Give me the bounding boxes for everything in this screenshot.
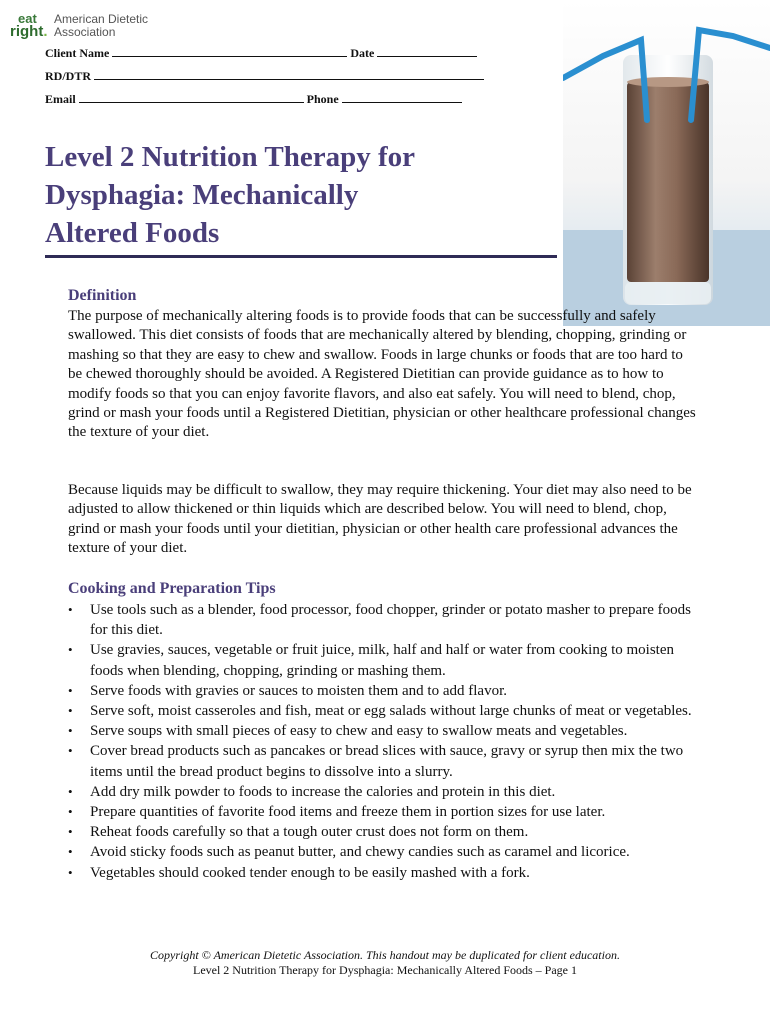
tip-list-item — [68, 782, 708, 802]
eat-right-logo-mark — [10, 12, 50, 40]
title-divider — [45, 255, 557, 258]
rd-dtr-label: RD/DTR — [45, 69, 92, 83]
page-footer: Level 2 Nutrition Therapy for Dysphagia: Mechanically Altered Foods – Page 1 — [192, 963, 578, 977]
logo-right-word: right — [10, 23, 44, 40]
tip-list-item — [68, 701, 708, 721]
definition-paragraph-1: The purpose of mechanically altering foods is to provide foods that can be successfully and safely swallowed. This diet consists of foods that are mechanically altered by blending, chopping, grinding or mashing so that they are easy to chew and swallow. Foods in large chunks or foods that are too hard to be chewed thoroughly should be avoided. A Registered Dietitian can provide guidance as to how to modify foods so that you can enjoy favorite flavors, and also eat safely. You will need to blend, chop, grind or mash your foods until a Registered Dietitian, physician or other healthcare professional changes the texture of your diet. — [68, 308, 696, 441]
tips-heading: Cooking and Preparation Tips — [68, 580, 276, 597]
ada-logo — [10, 12, 170, 40]
email-phone-row — [45, 91, 465, 107]
tip-list-item — [68, 802, 708, 822]
tip-list-item — [68, 681, 708, 701]
tip-text: Serve foods with gravies or sauces to moisten them and to add flavor. — [90, 682, 507, 699]
tip-list-item — [68, 822, 708, 842]
bullet-icon: • — [68, 844, 73, 860]
definition-heading: Definition — [68, 287, 137, 304]
tip-list-item — [68, 863, 708, 883]
email-field[interactable] — [79, 91, 304, 103]
tip-text: Use gravies, sauces, vegetable or fruit juice, milk, half and half or water from cooking to moisten foods when blending, chopping, grinding or mashing them. — [90, 642, 674, 679]
logo-dot: . — [43, 23, 48, 40]
bullet-icon: • — [68, 723, 73, 739]
definition-paragraph-2: Because liquids may be difficult to swallow, they may require thickening. Your diet may also need to be adjusted to allow thickened or thin liquids which are described below. You will need to blend, chop, grind or mash your foods until your dietitian, physician or other health care professional advances the texture of your diet. — [68, 482, 692, 557]
copyright-notice: Copyright © American Dietetic Association. This handout may be duplicated for client education. — [150, 948, 620, 962]
rd-row — [45, 68, 487, 84]
email-label: Email — [45, 92, 76, 106]
date-field[interactable] — [377, 45, 477, 57]
logo-right-text — [10, 24, 48, 39]
client-date-row — [45, 45, 480, 61]
client-name-label: Client Name — [45, 46, 110, 60]
bullet-icon: • — [68, 864, 73, 880]
phone-label: Phone — [306, 92, 339, 106]
bullet-icon: • — [68, 703, 73, 719]
date-label: Date — [350, 46, 375, 60]
logo-org-line1: American Dietetic — [54, 12, 149, 26]
glass-milk — [627, 82, 709, 282]
glass-base — [625, 282, 711, 304]
logo-eat-text: eat — [18, 11, 37, 26]
tip-text: Avoid sticky foods such as peanut butter, and chewy candies such as caramel and licorice. — [90, 844, 630, 861]
bullet-icon: • — [68, 682, 73, 698]
rd-dtr-field[interactable] — [94, 68, 484, 80]
bullet-icon: • — [68, 602, 73, 617]
bullet-icon: • — [68, 642, 73, 658]
title-line2: Dysphagia: Mechanically — [45, 179, 359, 211]
chocolate-milk-photo — [563, 0, 770, 326]
tip-text: Vegetables should cooked tender enough to be easily mashed with a fork. — [90, 864, 530, 881]
title-line3: Altered Foods — [45, 217, 220, 249]
title-line1: Level 2 Nutrition Therapy for — [45, 141, 415, 173]
phone-field[interactable] — [342, 91, 462, 103]
client-name-field[interactable] — [112, 45, 347, 57]
bullet-icon: • — [68, 783, 73, 799]
page-title — [45, 138, 565, 252]
tip-text: Cover bread products such as pancakes or bread slices with sauce, gravy or syrup then mix the two items until the bread product begins to dissolve into a slurry. — [90, 743, 684, 780]
tips-list — [68, 600, 708, 883]
tip-text: Add dry milk powder to foods to increase the calories and protein in this diet. — [90, 783, 556, 800]
tip-text: Serve soft, moist casseroles and fish, meat or egg salads without large chunks of meat or vegetables. — [90, 703, 692, 720]
logo-org-line2: Association — [54, 24, 116, 39]
bullet-icon: • — [68, 743, 73, 759]
tip-text: Reheat foods carefully so that a tough outer crust does not form on them. — [90, 824, 529, 841]
tip-text: Use tools such as a blender, food processor, food chopper, grinder or potato masher to prepare foods for this diet. — [90, 602, 691, 639]
tip-list-item — [68, 741, 708, 781]
tip-list-item — [68, 640, 708, 680]
glass-illustration — [563, 0, 770, 326]
logo-org-name — [54, 13, 148, 38]
bullet-icon: • — [68, 804, 73, 820]
tip-list-item — [68, 842, 708, 862]
tip-text: Serve soups with small pieces of easy to chew and easy to swallow meats and vegetables. — [90, 723, 628, 740]
tip-list-item — [68, 600, 708, 640]
bullet-icon: • — [68, 824, 73, 840]
tip-list-item — [68, 721, 708, 741]
tip-text: Prepare quantities of favorite food items and freeze them in portion sizes for use later. — [90, 804, 606, 821]
